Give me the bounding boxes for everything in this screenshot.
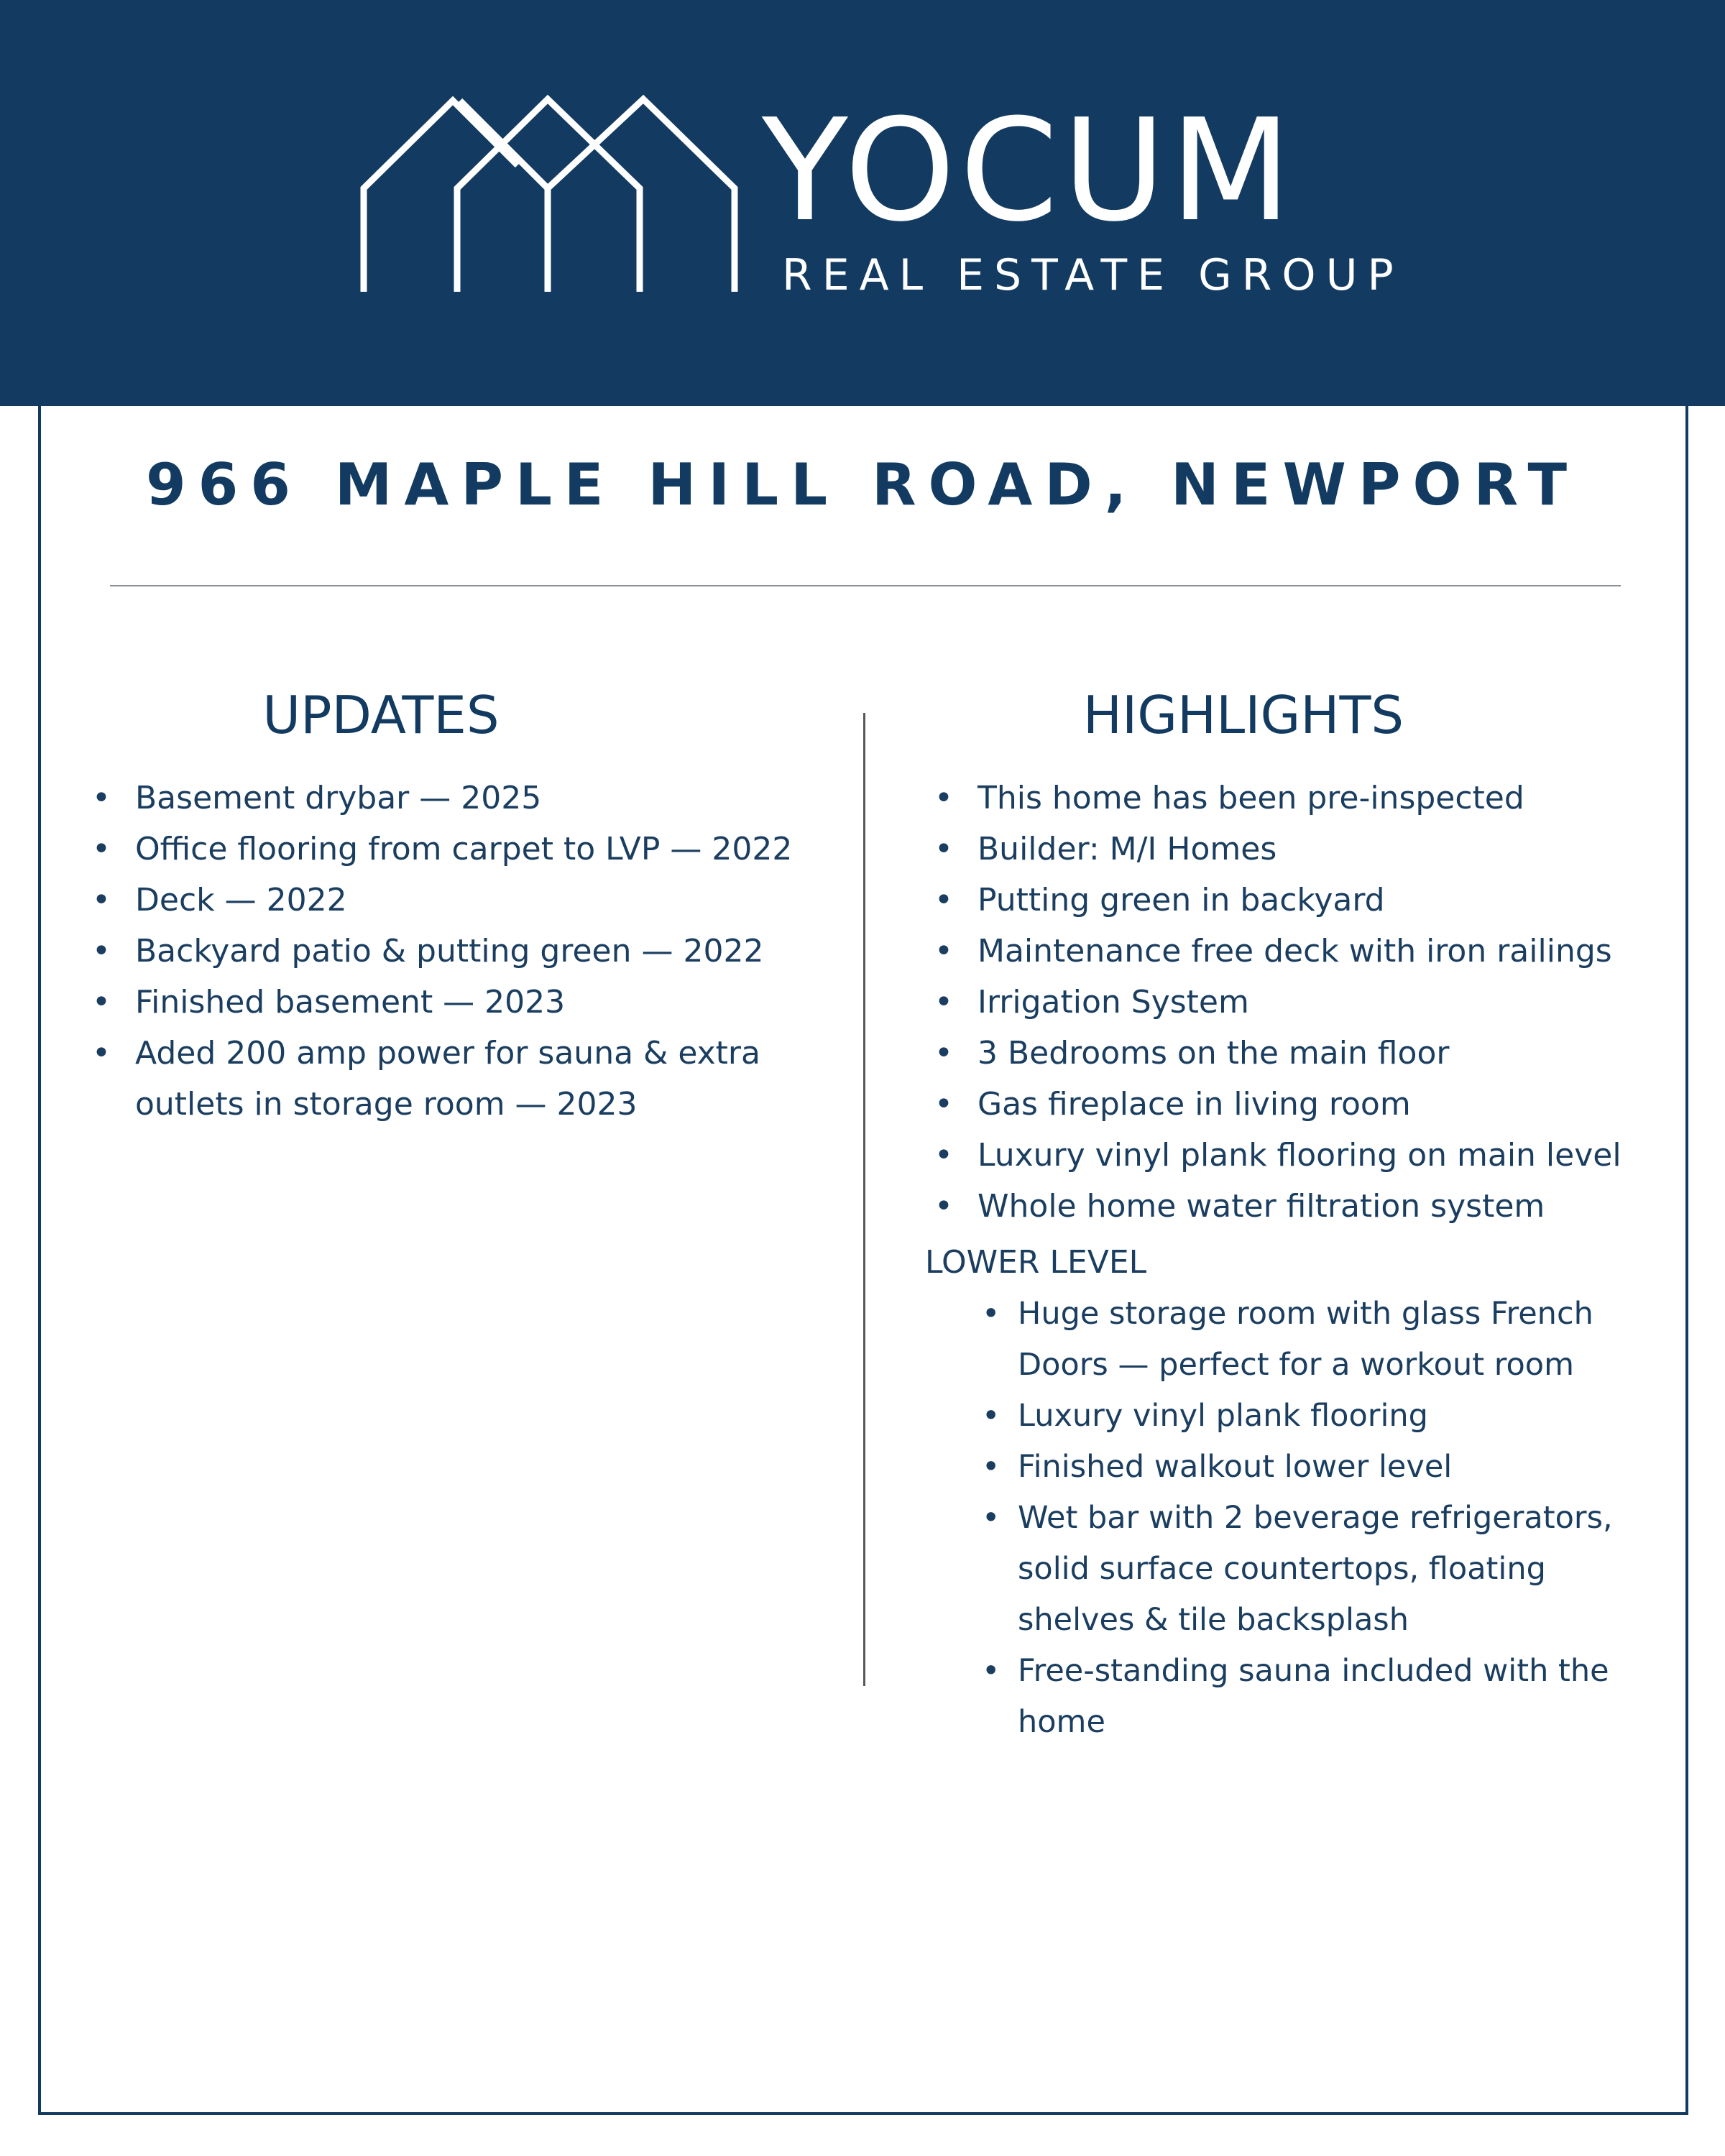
list-item: • Finished walkout lower level [978,1442,1668,1493]
list-item: • Luxury vinyl plank flooring [978,1391,1668,1442]
highlights-heading: HIGHLIGHTS [1082,685,1404,745]
list-item: • Gas fireplace in living room [927,1079,1646,1130]
list-item: • 3 Bedrooms on the main floor [927,1028,1646,1079]
updates-list [85,773,847,1130]
lower-level-label: LOWER LEVEL [925,1244,1147,1281]
divider-rule [110,585,1621,586]
list-item: • Luxury vinyl plank flooring on main level [927,1130,1646,1181]
list-item: • Finished basement — 2023 [85,977,847,1028]
list-item: • Office flooring from carpet to LVP — 2022 [85,824,847,875]
brand-name: YOCUM [762,89,1296,253]
lower-level-list [978,1289,1668,1748]
houses-outline-icon [359,93,740,295]
list-item: • Putting green in backyard [927,875,1646,926]
updates-heading: UPDATES [262,685,500,745]
brand-subtitle: REAL ESTATE GROUP [782,250,1404,300]
list-item: • Deck — 2022 [85,875,847,926]
list-item: • Huge storage room with glass French Doors — perfect for a workout room [978,1289,1668,1391]
column-divider [863,713,865,1686]
highlights-list [927,773,1646,1232]
header-banner [0,0,1725,406]
list-item: • Backyard patio & putting green — 2022 [85,926,847,977]
property-address: 966 MAPLE HILL ROAD, NEWPORT [145,451,1580,518]
list-item: • Builder: M/I Homes [927,824,1646,875]
list-item: • Basement drybar — 2025 [85,773,847,824]
list-item: • Whole home water filtration system [927,1181,1646,1232]
list-item: • This home has been pre-inspected [927,773,1646,824]
list-item: • Free-standing sauna included with the home [978,1646,1668,1748]
list-item: • Maintenance free deck with iron railings [927,926,1646,977]
list-item: • Wet bar with 2 beverage refrigerators, solid surface countertops, floating shelves & tile backsplash [978,1493,1668,1646]
list-item: • Irrigation System [927,977,1646,1028]
list-item: • Aded 200 amp power for sauna & extra outlets in storage room — 2023 [85,1028,847,1130]
